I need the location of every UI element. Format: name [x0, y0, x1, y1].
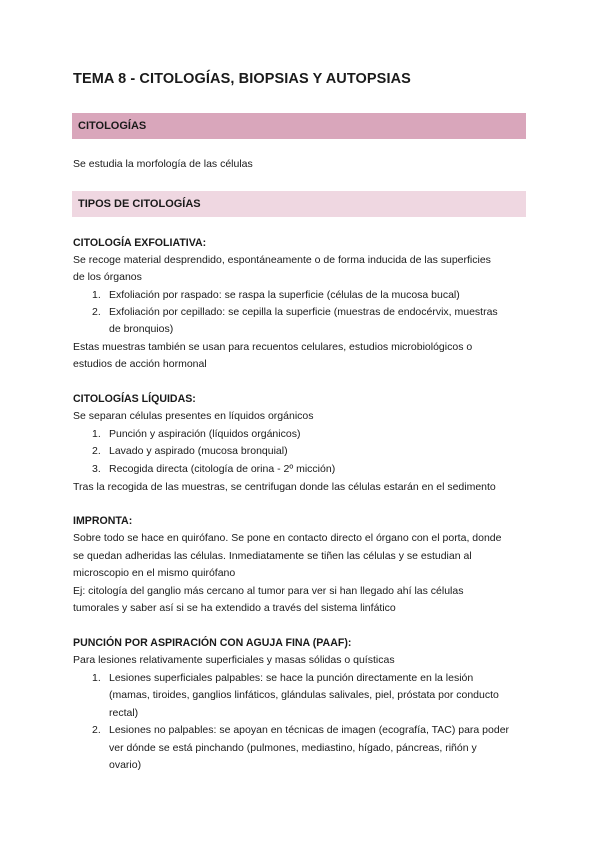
list-text-continuation: (mamas, tiroides, ganglios linfáticos, glándulas salivales, piel, próstata por conducto [109, 689, 499, 701]
list-text: Exfoliación por cepillado: se cepilla la superficie (muestras de endocérvix, muestras [109, 306, 498, 318]
list-text: Lesiones superficiales palpables: se hace la punción directamente en la lesión [109, 672, 474, 684]
paragraph-line: Se recoge material desprendido, espontáneamente o de forma inducida de las superficies [73, 254, 491, 266]
paragraph-line: estudios de acción hormonal [73, 358, 207, 370]
heading-liquidas: CITOLOGÍAS LÍQUIDAS: [73, 393, 196, 405]
list-item [92, 287, 460, 304]
list-text: Recogida directa (citología de orina - 2º micción) [109, 463, 336, 475]
list-number: 1. [92, 672, 101, 684]
paragraph-line: tumorales y saber así si se ha extendido a través del sistema linfático [73, 602, 396, 614]
paragraph-line: Sobre todo se hace en quirófano. Se pone en contacto directo el órgano con el porta, donde [73, 532, 502, 544]
section-band-citologias: CITOLOGÍAS [72, 113, 526, 139]
list-text: Lesiones no palpables: se apoyan en técnicas de imagen (ecografía, TAC) para poder [109, 724, 510, 736]
paragraph-line: Tras la recogida de las muestras, se centrifugan donde las células estarán en el sedimento [73, 481, 496, 493]
list-number: 2. [92, 306, 101, 318]
list-item [92, 722, 509, 739]
paragraph-line: Ej: citología del ganglio más cercano al tumor para ver si han llegado ahí las células [73, 585, 464, 597]
paragraph-line: Para lesiones relativamente superficiales y masas sólidas o quísticas [73, 654, 395, 666]
list-number: 2. [92, 445, 101, 457]
list-number: 2. [92, 724, 101, 736]
list-item [92, 461, 335, 478]
section-band-tipos: TIPOS DE CITOLOGÍAS [72, 191, 526, 217]
list-item [92, 670, 473, 687]
list-text: Punción y aspiración (líquidos orgánicos) [109, 428, 301, 440]
paragraph-line: Estas muestras también se usan para recuentos celulares, estudios microbiológicos o [73, 341, 473, 353]
list-item [92, 443, 288, 460]
paragraph-line: se quedan adheridas las células. Inmediatamente se tiñen las células y se estudian al [73, 550, 472, 562]
paragraph-line: de los órganos [73, 271, 142, 283]
paragraph-line: Se separan células presentes en líquidos orgánicos [73, 410, 314, 422]
list-item [92, 304, 498, 321]
list-text-continuation: rectal) [109, 707, 139, 719]
paragraph-line: microscopio en el mismo quirófano [73, 567, 236, 579]
list-text: Exfoliación por raspado: se raspa la superficie (células de la mucosa bucal) [109, 289, 460, 301]
intro-text: Se estudia la morfología de las células [73, 158, 253, 170]
heading-exfoliativa: CITOLOGÍA EXFOLIATIVA: [73, 237, 207, 249]
heading-impronta: IMPRONTA: [73, 515, 133, 527]
list-text-continuation: de bronquios) [109, 323, 174, 335]
list-text-continuation: ovario) [109, 759, 142, 771]
list-number: 1. [92, 428, 101, 440]
list-text: Lavado y aspirado (mucosa bronquial) [109, 445, 288, 457]
list-text-continuation: ver dónde se está pinchando (pulmones, mediastino, hígado, páncreas, riñón y [109, 742, 477, 754]
page-title: TEMA 8 - CITOLOGÍAS, BIOPSIAS Y AUTOPSIAS [73, 71, 411, 87]
list-number: 3. [92, 463, 101, 475]
heading-paaf: PUNCIÓN POR ASPIRACIÓN CON AGUJA FINA (PAAF): [73, 637, 352, 649]
list-item [92, 426, 300, 443]
list-number: 1. [92, 289, 101, 301]
